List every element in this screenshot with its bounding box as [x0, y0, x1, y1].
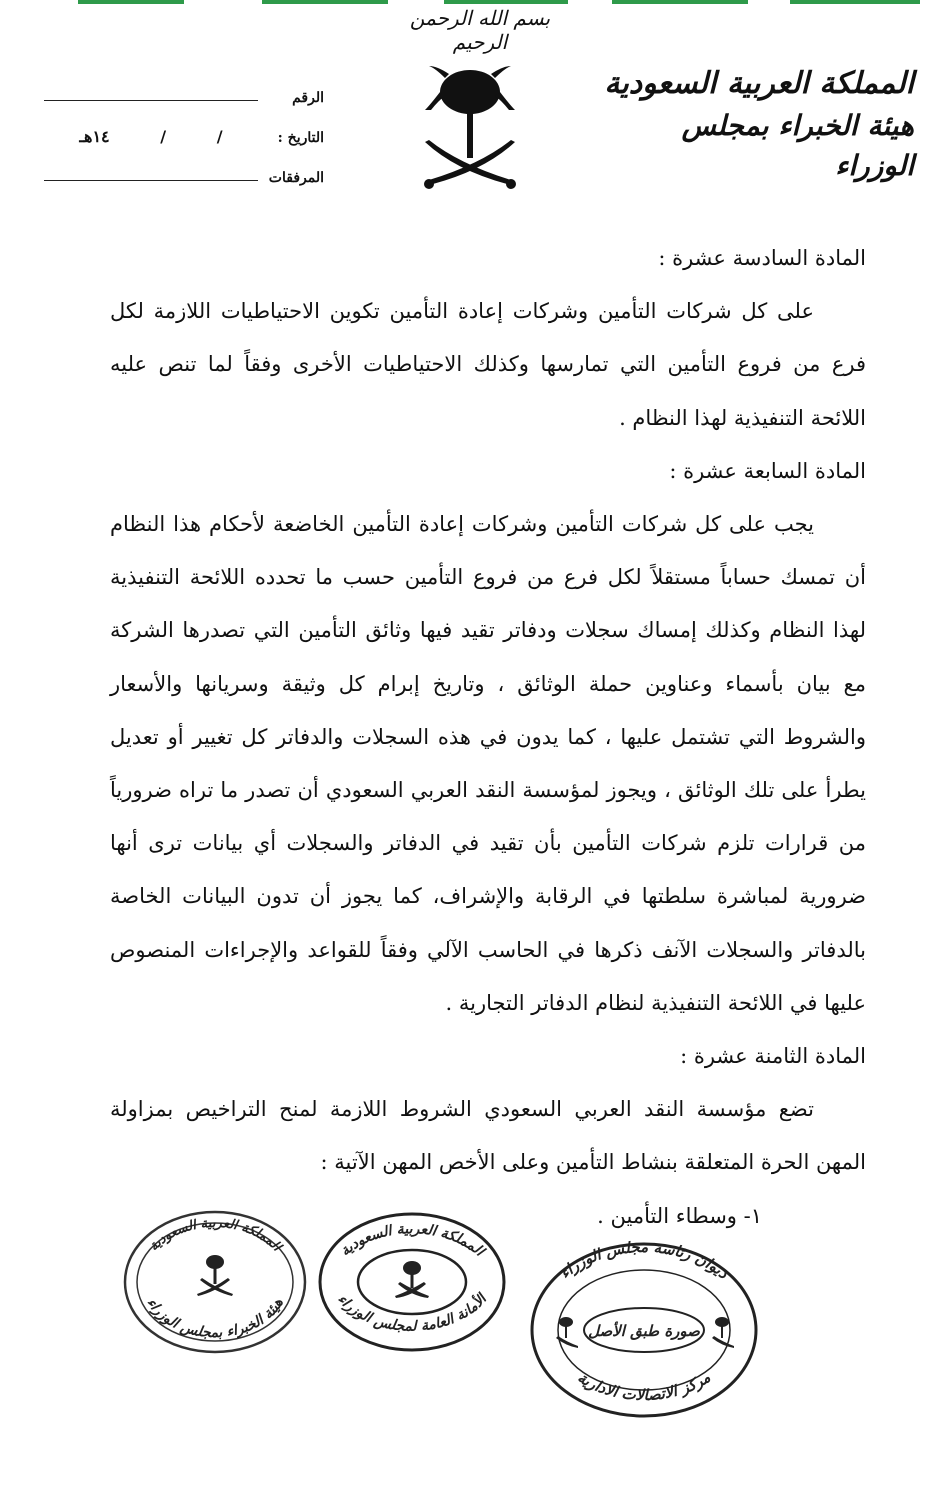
official-seals: [0, 1200, 942, 1430]
attachments-line: [44, 179, 258, 181]
seal1-bottom-text: هيئة الخبراء بمجلس الوزراء: [143, 1295, 287, 1342]
article-text: تضع مؤسسة النقد العربي السعودي الشروط اللازمة لمنح التراخيص بمزاولة المهن الحرة المتعلقة بنشاط التأمين وعلى الأخص المهن الآتية :: [110, 1097, 866, 1175]
article-title: المادة السابعة عشرة :: [669, 458, 866, 483]
article-text: على كل شركات التأمين وشركات إعادة التأمين تكوين الاحتياطيات اللازمة لكل فرع من فروع التأمين التي تمارسها وكذلك الاحتياطيات الأخرى وفقاً لما تنص عليه اللائحة التنفيذية لهذا النظام .: [110, 299, 866, 430]
attachments-label: المرفقات: [268, 170, 324, 186]
seal3-top-text: ديوان رئاسة مجلس الوزراء: [556, 1237, 732, 1283]
authority-name: هيئة الخبراء بمجلس الوزراء: [681, 108, 914, 183]
top-tab-strip-1: [78, 0, 184, 4]
palm-swords-emblem-icon: [415, 60, 525, 200]
date-slash: /: [160, 127, 167, 146]
kingdom-name: المملكة العربية السعودية: [604, 66, 914, 101]
seal-expert-committee: [125, 1212, 305, 1352]
date-row: [44, 106, 324, 146]
top-tab-strip-3: [444, 0, 568, 4]
document-body: [110, 232, 866, 1243]
seal-emblem-icon: [395, 1261, 429, 1298]
list-item: ١- وسطاء التأمين .: [597, 1203, 762, 1228]
date-value: [44, 127, 258, 146]
seal2-top-text: المملكة العربية السعودية: [337, 1221, 487, 1260]
seal-general-secretariat: [320, 1214, 504, 1350]
seal1-top-text: المملكة العربية السعودية: [146, 1215, 284, 1255]
article-text: يجب على كل شركات التأمين وشركات إعادة التأمين الخاضعة لأحكام هذا النظام أن تمسك حساباً مستقلاً لكل فرع من فروع التأمين حسب ما تحدده اللائحة التنفيذية لهذا النظام وكذلك إمساك سجلات ودفاتر تقيد فيها وثائق التأمين التي تصدرها الشركة مع بيان بأسماء وعناوين حملة الوثائق ، وتاريخ إبرام كل وثيقة وسريانها والأسعار والشروط التي تشتمل عليها ، كما يدون في هذه السجلات والدفاتر كل تغيير أو تعديل يطرأ على تلك الوثائق ، ويجوز لمؤسسة النقد العربي السعودي أن تصدر ما تراه ضرورياً من قرارات تلزم شركات التأمين بأن تقيد في الدفاتر والسجلات أي بيانات ترى أنها ضرورية لمباشرة سلطتها في الرقابة والإشراف، كما يجوز أن تدون البيانات الخاصة بالدفاتر والسجلات الآنف ذكرها في الحاسب الآلي وفقاً للقواعد والإجراءات المنصوص عليها في اللائحة التنفيذية لنظام الدفاتر التجارية .: [110, 512, 866, 1015]
ref-line: [44, 99, 258, 101]
top-tab-strip-4: [612, 0, 748, 4]
seal-cabinet-presidency: [532, 1238, 756, 1416]
basmala: بسم الله الرحمن الرحيم: [409, 6, 551, 54]
seal3-bottom-text: مركز الاتصالات الادارية: [574, 1368, 714, 1405]
date-year: ١٤هـ: [79, 127, 110, 146]
article-title: المادة السادسة عشرة :: [658, 246, 866, 270]
seal3-center-text: صورة طبق الأصل: [588, 1322, 700, 1340]
seal2-bottom-text: الأمانة العامة لمجلس الوزراء: [334, 1291, 490, 1335]
ref-row: [44, 66, 324, 106]
ref-label: الرقم: [292, 90, 324, 106]
article-title: المادة الثامنة عشرة :: [680, 1044, 866, 1069]
date-label: التاريخ :: [277, 130, 324, 146]
kingdom-letterhead: [604, 62, 914, 187]
attachments-row: [44, 146, 324, 186]
date-slash: /: [216, 127, 223, 146]
seal-emblem-icon: [197, 1255, 233, 1296]
reference-block: [44, 66, 324, 186]
top-tab-strip-2: [262, 0, 388, 4]
top-tab-strip-5: [790, 0, 920, 4]
